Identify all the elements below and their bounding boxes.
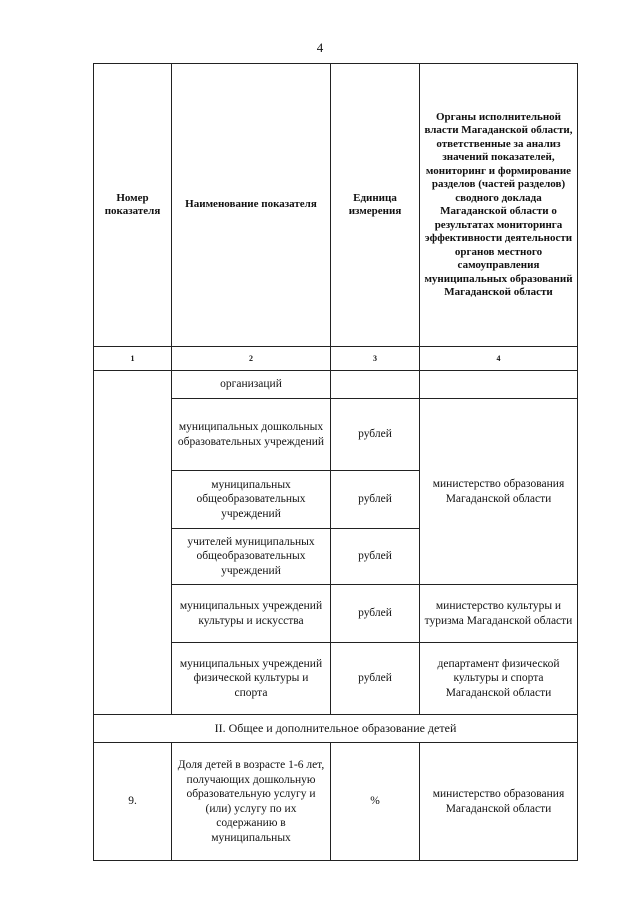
table-header-row xyxy=(94,64,578,347)
indicator-name-cell: муниципальных учреждений культуры и искусства xyxy=(172,585,331,643)
org-cell-education: министерство образования Магаданской области xyxy=(420,399,578,585)
header-indicator-name: Наименование показателя xyxy=(172,64,331,347)
table-row xyxy=(94,743,578,861)
section-title: II. Общее и дополнительное образование детей xyxy=(94,715,578,743)
indicator-number-cell: 9. xyxy=(94,743,172,861)
indicator-name-cell: муниципальных дошкольных образовательных учреждений xyxy=(172,399,331,471)
unit-cell: % xyxy=(331,743,420,861)
org-cell: министерство образования Магаданской области xyxy=(420,743,578,861)
indicator-name-cell: учителей муниципальных общеобразовательных учреждений xyxy=(172,529,331,585)
header-responsible-authority: Органы исполнительной власти Магаданской области, ответственные за анализ значений показателей, мониторинг и формирование разделов (частей разделов) сводного доклада Магаданской области о результатах мониторинга эффективности деятельности органов местного самоуправления муниципальных образований Магаданской области xyxy=(420,64,578,347)
unit-cell: рублей xyxy=(331,643,420,715)
unit-cell xyxy=(331,371,420,399)
column-number: 4 xyxy=(420,347,578,371)
unit-cell: рублей xyxy=(331,585,420,643)
org-cell xyxy=(420,371,578,399)
org-cell: министерство культуры и туризма Магаданской области xyxy=(420,585,578,643)
page-number: 4 xyxy=(316,40,324,55)
column-number-row xyxy=(94,347,578,371)
unit-cell: рублей xyxy=(331,399,420,471)
header-unit: Единица измерения xyxy=(331,64,420,347)
unit-cell: рублей xyxy=(331,529,420,585)
org-cell: департамент физической культуры и спорта Магаданской области xyxy=(420,643,578,715)
column-number: 3 xyxy=(331,347,420,371)
column-number: 2 xyxy=(172,347,331,371)
table-row xyxy=(94,371,578,399)
indicator-name-cell: Доля детей в возрасте 1-6 лет, получающих дошкольную образовательную услугу и (или) услугу по их содержанию в муниципальных xyxy=(172,743,331,861)
indicator-name-cell: муниципальных общеобразовательных учреждений xyxy=(172,471,331,529)
header-indicator-number: Номер показателя xyxy=(94,64,172,347)
indicator-name-cell: муниципальных учреждений физической культуры и спорта xyxy=(172,643,331,715)
empty-number-cell xyxy=(94,371,172,715)
unit-cell: рублей xyxy=(331,471,420,529)
column-number: 1 xyxy=(94,347,172,371)
section-row xyxy=(94,715,578,743)
indicator-name-cell: организаций xyxy=(172,371,331,399)
indicators-table xyxy=(93,63,578,861)
